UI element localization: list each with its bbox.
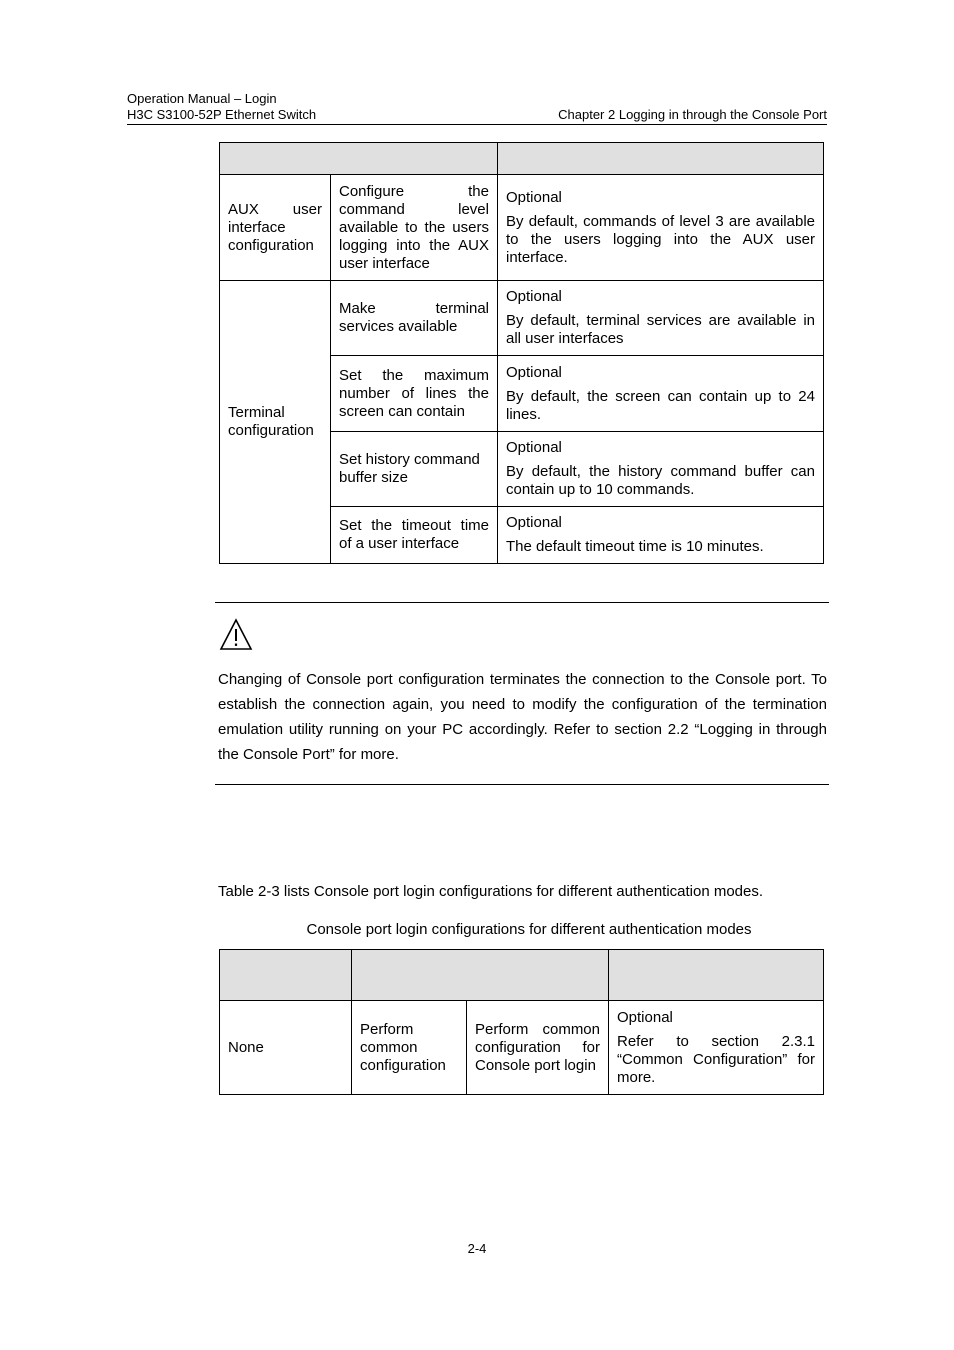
note-cell (498, 175, 824, 281)
task-cell: Make terminal services available (331, 281, 498, 356)
step-cell: Perform common configuration (352, 1001, 467, 1095)
header-cell (609, 950, 824, 1001)
chapter-title: Chapter 2 Logging in through the Console Port (558, 107, 827, 122)
group-cell: AUX user interface configuration (220, 175, 331, 281)
header-cell (498, 143, 824, 175)
table-header-row (220, 143, 824, 175)
group-cell: Terminal configuration (220, 281, 331, 564)
caution-rule-top (215, 602, 829, 603)
header-cell (352, 950, 609, 1001)
warning-triangle-icon (219, 618, 253, 652)
note-cell (498, 356, 824, 432)
table-caption: Console port login configurations for different authentication modes (306, 921, 752, 938)
note-cell (498, 432, 824, 507)
note-title: Optional (506, 363, 562, 381)
caution-rule-bottom (215, 784, 829, 785)
auth-mode-table (219, 949, 824, 1095)
note-title: Optional (506, 514, 562, 531)
note-cell (498, 507, 824, 564)
task-cell: Configure the command level available to the users logging into the AUX user interface (331, 175, 498, 281)
product-name: H3C S3100-52P Ethernet Switch (127, 107, 317, 122)
task-cell: Set the timeout time of a user interface (331, 507, 498, 564)
note-text: By default, terminal services are available in all user interfaces (506, 312, 815, 347)
table-row (220, 1001, 824, 1095)
table-header-row (220, 950, 824, 1001)
table-row (220, 281, 824, 356)
note-cell (498, 281, 824, 356)
note-title: Optional (506, 188, 562, 206)
note-text: The default timeout time is 10 minutes. (506, 538, 764, 555)
detail-cell: Perform common configuration for Console port login (467, 1001, 609, 1095)
config-task-table (219, 142, 824, 564)
header-cell (220, 143, 498, 175)
running-header-left (127, 91, 316, 123)
table-row (220, 175, 824, 281)
page-number: 2-4 (467, 1241, 487, 1256)
mode-cell: None (220, 1001, 352, 1095)
intro-paragraph: Table 2-3 lists Console port login configurations for different authentication modes. (218, 883, 764, 900)
header-cell (220, 950, 352, 1001)
note-title: Optional (506, 439, 562, 456)
note-text: By default, commands of level 3 are available to the users logging into the AUX user interface. (506, 212, 815, 266)
note-title: Optional (617, 1008, 673, 1026)
task-cell: Set the maximum number of lines the screen can contain (331, 356, 498, 432)
note-cell (609, 1001, 824, 1095)
caution-text: Changing of Console port configuration terminates the connection to the Console port. To establish the connection again, you need to modify the configuration of the termination emulation utility running on your PC accordingly. Refer to section 2.2 “Logging in through the Console Port” for more. (218, 671, 827, 763)
note-text: Refer to section 2.3.1 “Common Configuration” for more. (617, 1032, 815, 1086)
header-rule (127, 124, 827, 125)
doc-title: Operation Manual – Login (127, 91, 277, 106)
note-text: By default, the screen can contain up to 24 lines. (506, 387, 815, 423)
note-title: Optional (506, 288, 562, 305)
task-cell: Set history command buffer size (331, 432, 498, 507)
note-text: By default, the history command buffer can contain up to 10 commands. (506, 463, 815, 498)
